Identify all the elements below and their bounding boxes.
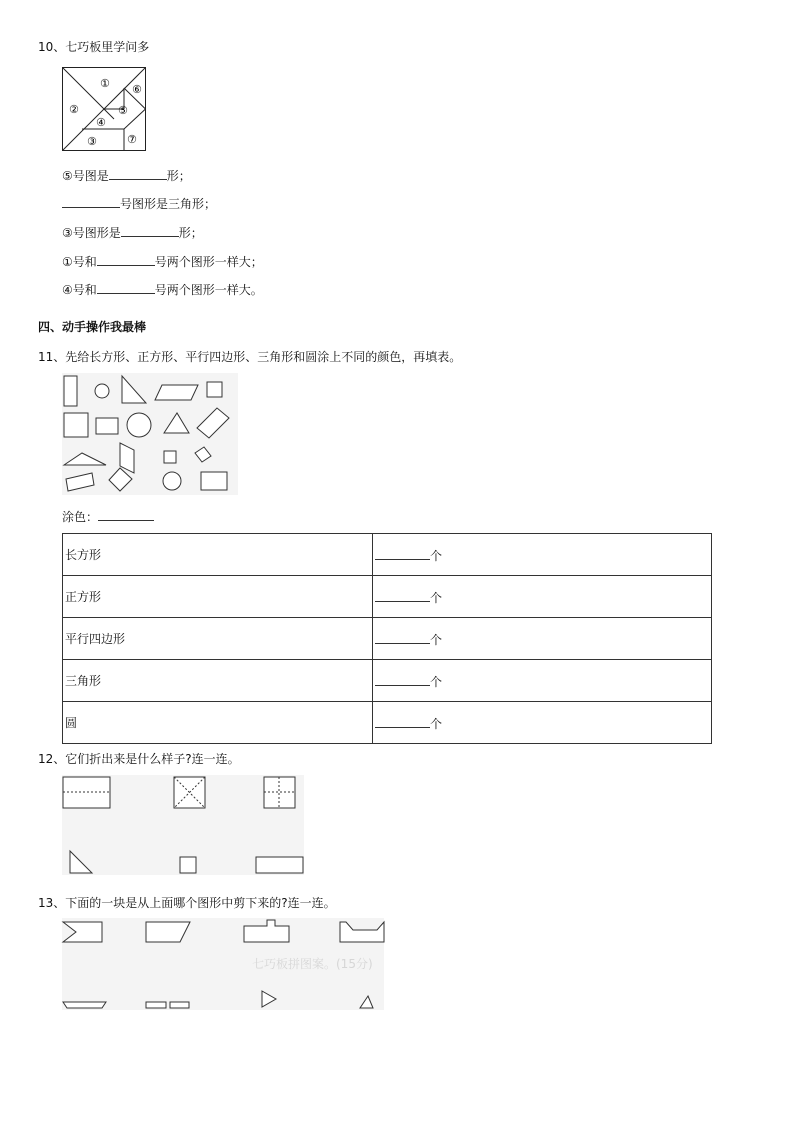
unit-label: 个 bbox=[430, 632, 443, 647]
shape-square[interactable] bbox=[64, 413, 88, 437]
fold-result-square[interactable] bbox=[180, 857, 196, 873]
count-blank[interactable] bbox=[375, 714, 430, 728]
count-cell bbox=[373, 534, 712, 576]
shape-square[interactable] bbox=[164, 451, 176, 463]
shape-circle[interactable] bbox=[127, 413, 151, 437]
shape-circle[interactable] bbox=[163, 472, 181, 490]
tangram-figure bbox=[62, 67, 146, 151]
tangram-label-2: ② bbox=[69, 103, 79, 116]
fold-paper-3[interactable] bbox=[264, 777, 295, 808]
q11-title: 11、先给长方形、正方形、平行四边形、三角形和圆涂上不同的颜色，再填表。 bbox=[38, 350, 462, 364]
count-cell bbox=[373, 660, 712, 702]
count-blank[interactable] bbox=[375, 672, 430, 686]
tangram-label-1: ① bbox=[100, 77, 110, 90]
fold-result-rectangle[interactable] bbox=[256, 857, 303, 873]
q10-line-1 bbox=[62, 166, 191, 184]
shape-name-cell: 圆 bbox=[63, 702, 373, 744]
q10-line-4-post: 号两个图形一样大； bbox=[154, 255, 263, 269]
q10-line-3-post: 形； bbox=[178, 226, 203, 240]
q10-line-3-pre: ③号图形是 bbox=[62, 226, 121, 240]
shape-circle[interactable] bbox=[95, 384, 109, 398]
q10-line-1-pre: ⑤号图是 bbox=[62, 169, 109, 183]
answer-blank[interactable] bbox=[109, 166, 167, 180]
unit-label: 个 bbox=[430, 590, 443, 605]
q10-line-1-post: 形； bbox=[166, 169, 191, 183]
q10-line-5-post: 号两个图形一样大。 bbox=[154, 283, 263, 297]
shape-name-cell: 平行四边形 bbox=[63, 618, 373, 660]
folding-figure bbox=[62, 775, 304, 875]
shape-name-cell: 长方形 bbox=[63, 534, 373, 576]
section-4-title: 四、动手操作我最棒 bbox=[38, 320, 147, 334]
q10-line-5 bbox=[62, 280, 263, 298]
tangram-label-4: ④ bbox=[96, 116, 106, 129]
color-line bbox=[62, 507, 154, 525]
tangram-label-6: ⑥ bbox=[132, 83, 142, 96]
fold-paper-1[interactable] bbox=[63, 777, 110, 808]
cut-piece-1[interactable] bbox=[63, 1002, 106, 1008]
shape-parallelogram[interactable] bbox=[155, 385, 198, 400]
table-row bbox=[63, 534, 712, 576]
fold-paper-2[interactable] bbox=[174, 777, 205, 808]
q10-line-4 bbox=[62, 252, 263, 270]
unit-label: 个 bbox=[430, 674, 443, 689]
shape-square[interactable] bbox=[207, 382, 222, 397]
answer-blank[interactable] bbox=[97, 252, 155, 266]
count-cell bbox=[373, 618, 712, 660]
q10-line-5-pre: ④号和 bbox=[62, 283, 97, 297]
q10-line-2-post: 号图形是三角形； bbox=[120, 197, 217, 211]
count-cell bbox=[373, 702, 712, 744]
q10-line-4-pre: ①号和 bbox=[62, 255, 97, 269]
shape-rectangle[interactable] bbox=[64, 376, 77, 406]
table-row bbox=[63, 618, 712, 660]
cutting-figure bbox=[62, 918, 384, 1010]
count-blank[interactable] bbox=[375, 588, 430, 602]
count-cell bbox=[373, 576, 712, 618]
shape-rectangle[interactable] bbox=[201, 472, 227, 490]
shapes-figure bbox=[62, 373, 238, 495]
answer-blank[interactable] bbox=[62, 194, 120, 208]
answer-blank[interactable] bbox=[97, 280, 155, 294]
q12-title: 12、它们折出来是什么样子?连一连。 bbox=[38, 752, 240, 766]
color-label: 涂色： bbox=[62, 510, 99, 524]
color-blank[interactable] bbox=[98, 507, 154, 521]
answer-table bbox=[62, 533, 712, 744]
count-blank[interactable] bbox=[375, 630, 430, 644]
q10-title: 10、七巧板里学问多 bbox=[38, 40, 150, 54]
q10-line-3 bbox=[62, 223, 203, 241]
tangram-label-3: ③ bbox=[87, 135, 97, 148]
q13-title: 13、下面的一块是从上面哪个图形中剪下来的?连一连。 bbox=[38, 896, 336, 910]
faint-background-text: 七巧板拼图案。(15分) bbox=[252, 957, 373, 971]
unit-label: 个 bbox=[430, 548, 443, 563]
cut-piece-3[interactable] bbox=[170, 1002, 189, 1008]
answer-blank[interactable] bbox=[121, 223, 179, 237]
shape-rectangle[interactable] bbox=[96, 418, 118, 434]
q10-line-2 bbox=[62, 194, 216, 212]
shape-name-cell: 正方形 bbox=[63, 576, 373, 618]
tangram-label-7: ⑦ bbox=[127, 133, 137, 146]
count-blank[interactable] bbox=[375, 546, 430, 560]
tangram-label-5: ⑤ bbox=[118, 104, 128, 117]
unit-label: 个 bbox=[430, 716, 443, 731]
table-row bbox=[63, 702, 712, 744]
cut-piece-2[interactable] bbox=[146, 1002, 166, 1008]
shape-name-cell: 三角形 bbox=[63, 660, 373, 702]
table-row bbox=[63, 660, 712, 702]
table-row bbox=[63, 576, 712, 618]
